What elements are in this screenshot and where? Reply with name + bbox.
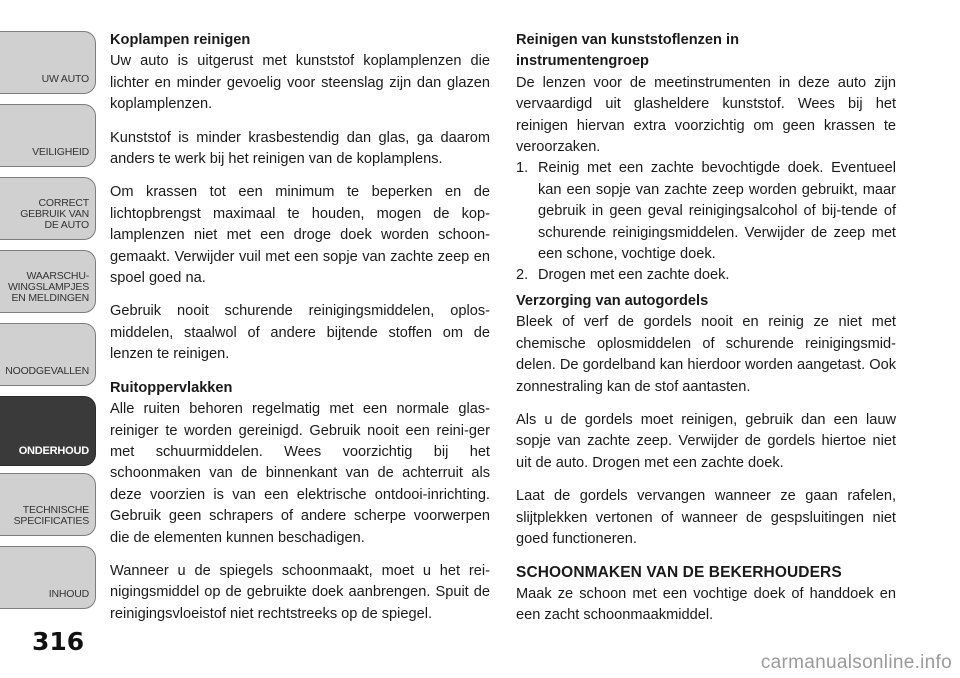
- left-column: [110, 30, 490, 637]
- paragraph: Om krassen tot een minimum te beperken en de lichtopbrengst maximaal te houden, mogen de kop-lamplenzen niet met een droge doek worden schoon-gemaakt. Verwijder vuil met een sopje van zachte zeep en spoel goed na.: [110, 184, 490, 287]
- tab-noodgevallen[interactable]: NOODGEVALLEN: [0, 323, 96, 386]
- paragraph: Kunststof is minder krasbestendig dan glas, ga daarom anders te werk bij het reinigen van de koplamplens.: [110, 129, 490, 168]
- page-number: 316: [32, 627, 85, 656]
- tab-inhoud[interactable]: INHOUD: [0, 546, 96, 609]
- paragraph: Bleek of verf de gordels nooit en reinig ze niet met chemische oplosmiddelen of schurende reinigingsmid-delen. De gordelband kan hierdoor worden aangetast. Ook zonnestraling kan de stof aantasten.: [516, 314, 896, 395]
- numbered-list: [516, 158, 896, 286]
- paragraph: De lenzen voor de meetinstrumenten in deze auto zijn vervaardigd uit glasheldere kunststof. Wees bij het reinigen hiervan extra voorzichtig om geen krassen te veroorzaken.: [516, 74, 896, 156]
- tab-onderhoud[interactable]: ONDERHOUD: [0, 396, 96, 466]
- heading-ruitoppervlakken: Ruitoppervlakken: [110, 379, 233, 396]
- tab-veiligheid[interactable]: VEILIGHEID: [0, 104, 96, 167]
- list-item: [516, 158, 896, 265]
- list-item: [516, 265, 896, 286]
- heading-koplampen: Koplampen reinigen: [110, 32, 251, 48]
- tab-waarschuwingslampjes[interactable]: WAARSCHU- WINGSLAMPJES EN MELDINGEN: [0, 250, 96, 313]
- tab-uw-auto[interactable]: UW AUTO: [0, 31, 96, 94]
- list-number: 2.: [516, 267, 529, 284]
- paragraph: Maak ze schoon met een vochtige doek of handdoek en een zacht schoonmaakmiddel.: [516, 585, 896, 624]
- list-text: Reinig met een zachte bevochtigde doek. Eventueel kan een sopje van zachte zeep worden gebruikt, maar gebruik in geen geval reinigingsalcohol of bij-tende of schurende reinigingsmiddelen. Verwijder de zeep met een schone, vochtige doek.: [538, 160, 896, 263]
- heading-kunststoflenzen: Reinigen van kunststoflenzen in instrumentengroep: [516, 32, 739, 70]
- heading-bekerhouders: SCHOONMAKEN VAN DE BEKERHOUDERS: [516, 564, 842, 582]
- watermark: carmanualsonline.info: [760, 652, 952, 673]
- list-text: Drogen met een zachte doek.: [538, 267, 730, 284]
- paragraph: Als u de gordels moet reinigen, gebruik dan een lauw sopje van zachte zeep. Verwijder de gordels hiertoe niet uit de auto. Drogen met een zachte doek.: [516, 411, 896, 471]
- heading-autogordels: Verzorging van autogordels: [516, 292, 709, 309]
- paragraph: Gebruik nooit schurende reinigingsmiddelen, oplos-middelen, staalwol of andere bijtende stoffen om de lenzen te reinigen.: [110, 303, 490, 363]
- right-column: [516, 30, 896, 627]
- tab-correct-gebruik[interactable]: CORRECT GEBRUIK VAN DE AUTO: [0, 177, 96, 240]
- tab-technische-specificaties[interactable]: TECHNISCHE SPECIFICATIES: [0, 473, 96, 536]
- paragraph: Wanneer u de spiegels schoonmaakt, moet u het rei-nigingsmiddel op de gebruikte doek aanbrengen. Spuit de reinigingsvloeistof niet rechtstreeks op de spiegel.: [110, 562, 490, 622]
- paragraph: Uw auto is uitgerust met kunststof koplamplenzen die lichter en minder gevoelig voor steenslag zijn dan glazen koplamplenzen.: [110, 53, 490, 113]
- paragraph: Alle ruiten behoren regelmatig met een normale glas-reiniger te worden gereinigd. Gebruik nooit een reini-ger met schuurmiddelen. Wees voorzichtig bij het schoonmaken van de binnenkant van de achterruit als deze voorzien is van een elektrische ontdooi-inrichting. Gebruik geen schrapers of andere scherpe voorwerpen die de elementen kunnen beschadigen.: [110, 401, 490, 546]
- paragraph: Laat de gordels vervangen wanneer ze gaan rafelen, slijtplekken vertonen of wanneer de gespsluitingen niet goed functioneren.: [516, 488, 896, 547]
- list-number: 1.: [516, 160, 529, 177]
